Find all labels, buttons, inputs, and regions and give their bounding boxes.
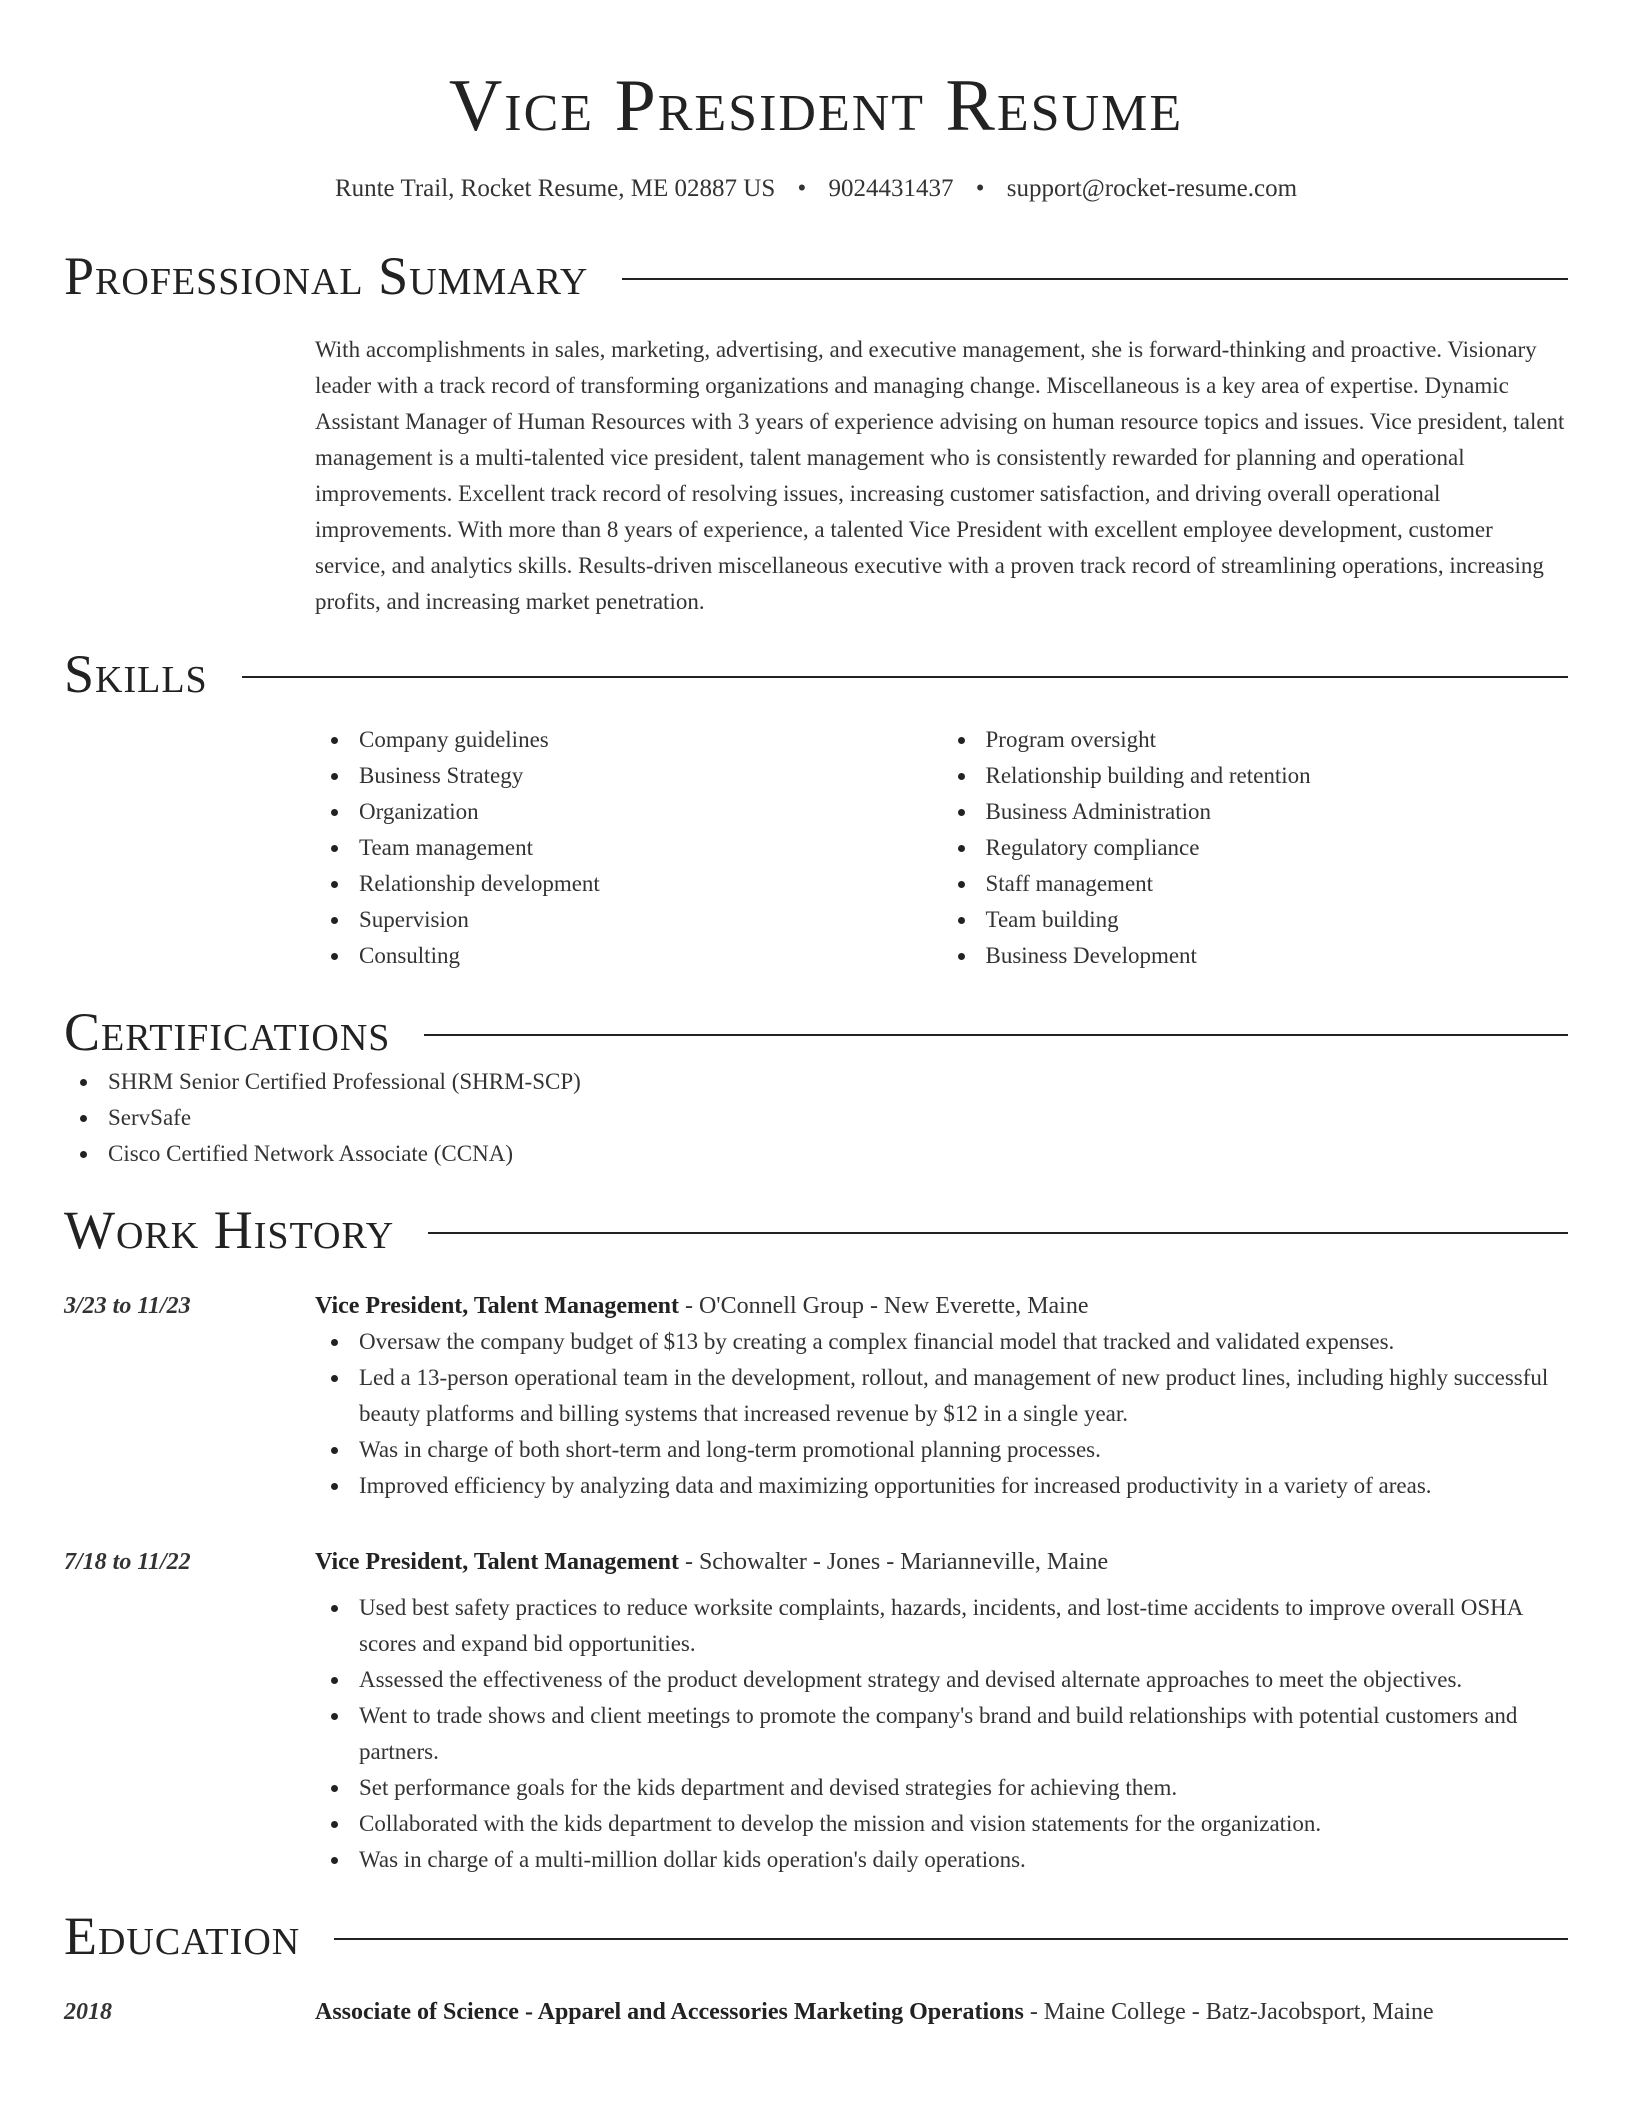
job-details bbox=[315, 1544, 1568, 1878]
certification-item: Cisco Certified Network Associate (CCNA) bbox=[108, 1136, 1568, 1172]
job-heading bbox=[315, 1288, 1568, 1324]
skill-item: Relationship development bbox=[359, 866, 942, 902]
skill-item: Team building bbox=[986, 902, 1569, 938]
skill-item: Program oversight bbox=[986, 722, 1569, 758]
section-divider bbox=[428, 1232, 1568, 1234]
skills-column-right bbox=[942, 722, 1569, 974]
job-bullet: Used best safety practices to reduce worksite complaints, hazards, incidents, and lost-time accidents to improve overall OSHA scores and expand bid opportunities. bbox=[359, 1590, 1568, 1662]
job-bullet: Collaborated with the kids department to develop the mission and vision statements for the organization. bbox=[359, 1806, 1568, 1842]
job-dates: 3/23 to 11/23 bbox=[64, 1293, 191, 1319]
section-title-skills: Skills bbox=[64, 644, 208, 704]
job-heading bbox=[315, 1544, 1568, 1580]
job-entry bbox=[64, 1288, 1568, 1504]
certification-item: SHRM Senior Certified Professional (SHRM-SCP) bbox=[108, 1064, 1568, 1100]
work-section-header bbox=[64, 1198, 1568, 1262]
job-bullet-list bbox=[315, 1590, 1568, 1878]
job-bullet: Set performance goals for the kids department and devised strategies for achieving them. bbox=[359, 1770, 1568, 1806]
job-entry bbox=[64, 1544, 1568, 1878]
certification-item: ServSafe bbox=[108, 1100, 1568, 1136]
certifications-section-header bbox=[64, 1000, 1568, 1064]
skills-column-left bbox=[315, 722, 942, 974]
skills-section-header bbox=[64, 642, 1568, 706]
education-entry bbox=[64, 1994, 1568, 2030]
section-divider bbox=[334, 1938, 1568, 1940]
education-section-header bbox=[64, 1904, 1568, 1968]
section-title-work-history: Work History bbox=[64, 1200, 395, 1260]
job-details bbox=[315, 1288, 1568, 1504]
summary-section-header bbox=[64, 244, 1568, 308]
contact-separator: • bbox=[975, 175, 985, 202]
skill-item: Relationship building and retention bbox=[986, 758, 1569, 794]
certifications-list bbox=[64, 1064, 1568, 1172]
education-details bbox=[315, 1994, 1568, 2030]
job-role: Vice President, Talent Management bbox=[315, 1293, 679, 1319]
skill-item: Business Development bbox=[986, 938, 1569, 974]
job-company: - O'Connell Group - New Everette, Maine bbox=[678, 1293, 1089, 1319]
job-bullet: Was in charge of a multi-million dollar kids operation's daily operations. bbox=[359, 1842, 1568, 1878]
education-heading bbox=[315, 1994, 1568, 2030]
job-bullet: Led a 13-person operational team in the development, rollout, and management of new product lines, including highly successful beauty platforms and billing systems that increased revenue by $12 in a single year. bbox=[359, 1360, 1568, 1432]
section-title-summary: Professional Summary bbox=[64, 246, 589, 306]
skill-item: Regulatory compliance bbox=[986, 830, 1569, 866]
skill-item: Company guidelines bbox=[359, 722, 942, 758]
resume-page bbox=[64, 0, 1568, 2030]
job-bullet: Went to trade shows and client meetings to promote the company's brand and build relationships with potential customers and partners. bbox=[359, 1698, 1568, 1770]
skill-item: Consulting bbox=[359, 938, 942, 974]
section-title-certifications: Certifications bbox=[64, 1002, 391, 1062]
job-bullet: Oversaw the company budget of $13 by creating a complex financial model that tracked and validated expenses. bbox=[359, 1324, 1568, 1360]
section-divider bbox=[622, 278, 1568, 280]
education-year: 2018 bbox=[64, 1999, 112, 2025]
contact-line bbox=[64, 172, 1568, 206]
contact-separator: • bbox=[797, 175, 807, 202]
skill-item: Organization bbox=[359, 794, 942, 830]
contact-email: support@rocket-resume.com bbox=[1006, 175, 1298, 202]
job-bullet-list bbox=[315, 1324, 1568, 1504]
section-divider bbox=[424, 1034, 1568, 1036]
skill-item: Team management bbox=[359, 830, 942, 866]
job-bullet: Was in charge of both short-term and long-term promotional planning processes. bbox=[359, 1432, 1568, 1468]
skill-item: Business Administration bbox=[986, 794, 1569, 830]
contact-phone: 9024431437 bbox=[828, 175, 954, 202]
education-school: - Maine College - Batz-Jacobsport, Maine bbox=[1023, 1999, 1434, 2025]
skill-item: Business Strategy bbox=[359, 758, 942, 794]
summary-text: With accomplishments in sales, marketing, advertising, and executive management, she is forward-thinking and proactive. Visionary leader with a track record of transforming organizations and managing change. Miscellaneous is a key area of expertise. Dynamic Assistant Manager of Human Resources with 3 years of experience advising on human resource topics and issues. Vice president, talent management is a multi-talented vice president, talent management who is consistently rewarded for planning and operational improvements. Excellent track record of resolving issues, increasing customer satisfaction, and driving overall operational improvements. With more than 8 years of experience, a talented Vice President with excellent employee development, customer service, and analytics skills. Results-driven miscellaneous executive with a proven track record of streamlining operations, increasing profits, and increasing market penetration. bbox=[315, 337, 1565, 614]
job-bullet: Improved efficiency by analyzing data and maximizing opportunities for increased productivity in a variety of areas. bbox=[359, 1468, 1568, 1504]
section-title-education: Education bbox=[64, 1906, 301, 1966]
education-degree: Associate of Science - Apparel and Accessories Marketing Operations bbox=[315, 1999, 1024, 2025]
job-bullet: Assessed the effectiveness of the product development strategy and devised alternate approaches to meet the objectives. bbox=[359, 1662, 1568, 1698]
section-divider bbox=[242, 676, 1568, 678]
job-role: Vice President, Talent Management bbox=[315, 1549, 679, 1575]
skills-list bbox=[315, 722, 1568, 974]
job-company: - Schowalter - Jones - Marianneville, Maine bbox=[678, 1549, 1109, 1575]
job-dates: 7/18 to 11/22 bbox=[64, 1549, 191, 1575]
skill-item: Supervision bbox=[359, 902, 942, 938]
resume-title: Vice President Resume bbox=[448, 65, 1184, 147]
skill-item: Staff management bbox=[986, 866, 1569, 902]
contact-address: Runte Trail, Rocket Resume, ME 02887 US bbox=[334, 175, 776, 202]
